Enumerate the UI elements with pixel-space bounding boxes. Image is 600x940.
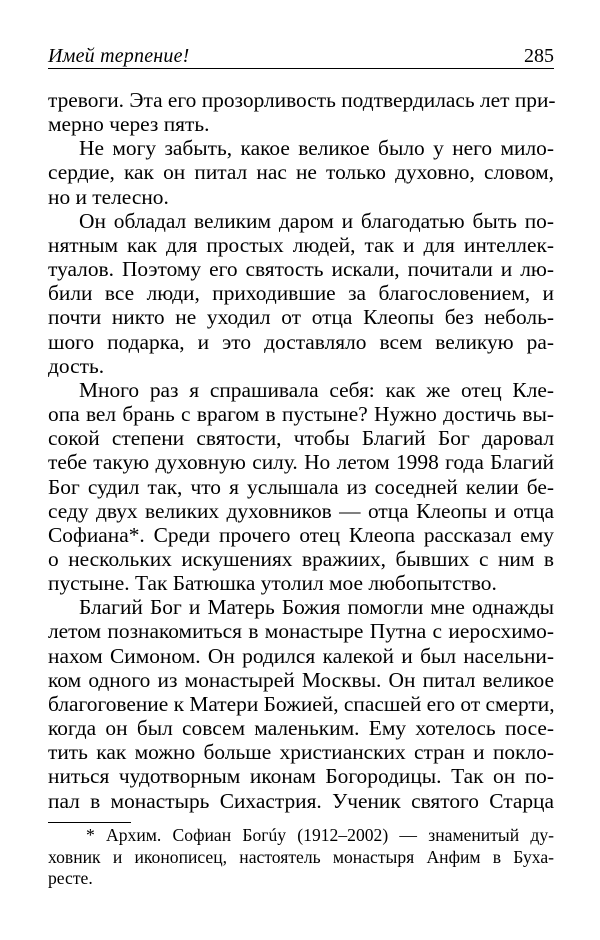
running-title: Имей терпение!	[48, 45, 190, 67]
text-line: сердие, как он питал нас не только духовно, словом,	[48, 160, 554, 185]
text-line: но и телесно.	[48, 184, 169, 209]
text-line: пустыне. Так Батюшка утолил мое любопытство.	[48, 571, 497, 596]
text-line: ком одного из монастырей Москвы. Он питал великое	[48, 667, 554, 692]
paragraph-start-line: Он обладал великим даром и благодатью быть по-	[79, 208, 554, 233]
text-line: о нескольких искушениях вражиих, бывших с ним в	[48, 546, 554, 571]
text-line: Бог судил так, что я услышала из соседней келии бе-	[48, 474, 554, 499]
text-line: когда он был совсем маленьким. Ему хотелось посе-	[48, 716, 554, 741]
book-page	[48, 0, 554, 940]
footnote-line: * Архим. Софиан Богúу (1912–2002) — знаменитый ду-	[86, 825, 554, 845]
text-line: благоговение к Матери Божией, спасшей его от смерти,	[48, 691, 555, 716]
text-line: тревоги. Эта его прозорливость подтвердилась лет при-	[48, 88, 556, 112]
text-line: дость.	[48, 353, 105, 378]
text-line: тебе такую духовную силу. Но летом 1998 года Благий	[48, 450, 554, 475]
text-line: ниться чудотворным иконам Богородицы. Так он по-	[48, 764, 554, 789]
text-line: мерно через пять.	[48, 112, 210, 137]
footnote-line: ховник и иконописец, настоятель монастыря Анфим в Буха-	[48, 846, 554, 867]
text-line: нахом Симоном. Он родился калекой и был насельни-	[48, 643, 554, 668]
text-line: били все люди, приходившие за благословением, и	[48, 281, 554, 306]
footnote	[48, 825, 554, 890]
paragraph-start-line: Много раз я спрашивала себя: как же отец Кле-	[79, 377, 554, 402]
text-line: почти никто не уходил от отца Клеопы без неболь-	[48, 305, 554, 330]
text-line: седу двух великих духовников — отца Клеопы и отца	[48, 498, 554, 523]
text-line: тить как можно больше христианских стран и покло-	[48, 740, 554, 765]
footnote-divider	[48, 822, 131, 823]
text-line: летом познакомиться в монастыре Путна с иеросхимо-	[48, 619, 554, 644]
footnote-line: ресте.	[48, 868, 93, 888]
text-line: нятным как для простых людей, так и для интеллек-	[48, 232, 554, 257]
text-line: шого подарка, и это доставляло всем великую ра-	[48, 329, 554, 354]
running-head	[48, 44, 554, 69]
text-line: Софиана*. Среди прочего отец Клеопа рассказал ему	[48, 522, 554, 547]
page-number: 285	[524, 45, 554, 67]
paragraph-start-line: Благий Бог и Матерь Божия помогли мне однажды	[79, 595, 554, 620]
text-line: пал в монастырь Сихастрия. Ученик святого Старца	[48, 788, 554, 813]
paragraph-start-line: Не могу забыть, какое великое было у него мило-	[79, 136, 554, 161]
body-text	[48, 88, 554, 813]
text-line: туалов. Поэтому его святость искали, почитали и лю-	[48, 257, 554, 282]
text-line: опа вел брань с врагом в пустыне? Нужно достичь вы-	[48, 402, 554, 427]
text-line: сокой степени святости, чтобы Благий Бог даровал	[48, 426, 554, 451]
